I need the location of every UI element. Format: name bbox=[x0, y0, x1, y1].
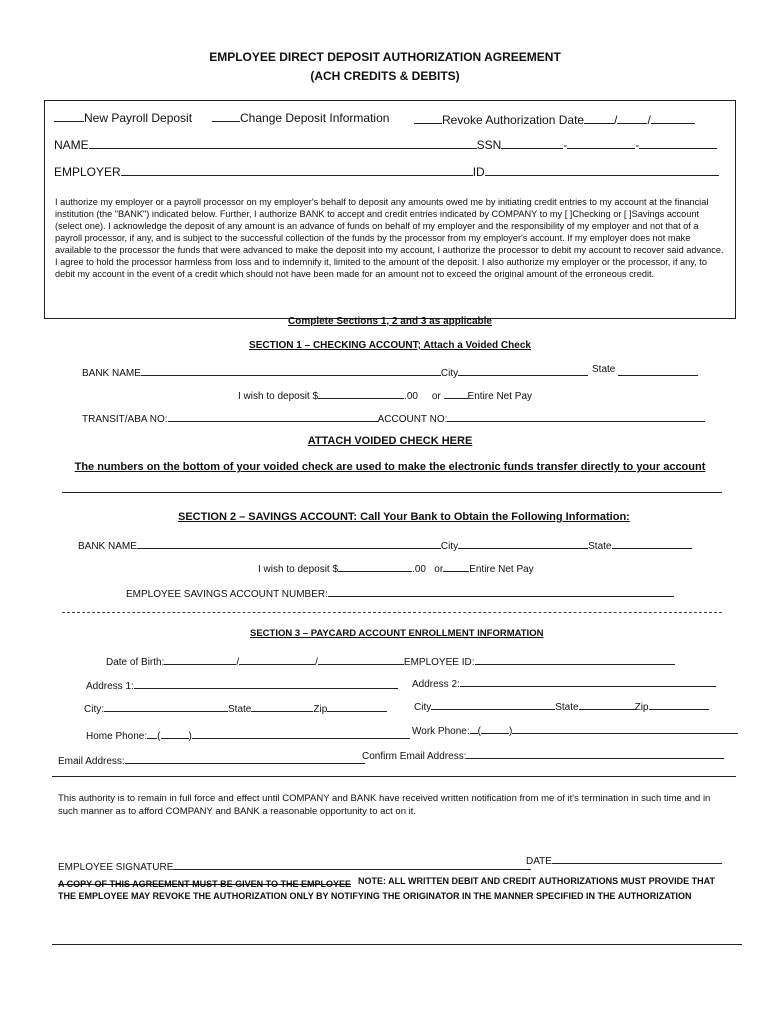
ssn-field-2[interactable] bbox=[567, 137, 635, 149]
section1-city-field[interactable] bbox=[458, 364, 588, 376]
state1-label: State bbox=[228, 704, 252, 715]
section1-divider bbox=[62, 492, 722, 493]
zip2-field[interactable] bbox=[649, 698, 709, 710]
section1-transit-label: TRANSIT/ABA NO: bbox=[82, 414, 168, 425]
revoke-checkbox-line[interactable] bbox=[414, 112, 442, 124]
section3-heading: SECTION 3 – PAYCARD ACCOUNT ENROLLMENT INFORMATION bbox=[250, 628, 544, 639]
note-line-1: NOTE: ALL WRITTEN DEBIT AND CREDIT AUTHORIZATIONS MUST PROVIDE THAT bbox=[358, 876, 715, 886]
form-subtitle: (ACH CREDITS & DEBITS) bbox=[310, 69, 460, 83]
date-field[interactable] bbox=[552, 852, 722, 864]
note-line-2: THE EMPLOYEE MAY REVOKE THE AUTHORIZATION ONLY BY NOTIFYING THE ORIGINATOR IN THE MANNER SPECIFIED IN THE AUTHORIZATION bbox=[58, 891, 692, 901]
section2-account-number-field[interactable] bbox=[328, 585, 674, 597]
revoke-label: Revoke Authorization Date bbox=[442, 113, 585, 127]
ssn-field-3[interactable] bbox=[639, 137, 717, 149]
change-deposit-label: Change Deposit Information bbox=[240, 111, 390, 125]
section1-bank-name-label: BANK NAME bbox=[82, 368, 141, 379]
section1-cents: .00 bbox=[404, 391, 418, 402]
section1-city-label: City bbox=[440, 368, 459, 379]
address2-field[interactable] bbox=[460, 675, 716, 687]
work-phone-area-field[interactable] bbox=[481, 722, 509, 734]
section2-deposit-label: I wish to deposit $ bbox=[258, 564, 339, 575]
id-label: ID bbox=[472, 165, 485, 179]
section2-cents: .00 bbox=[412, 564, 426, 575]
section2-or: or bbox=[434, 564, 444, 575]
city1-label: City: bbox=[84, 704, 104, 715]
dob-year-field[interactable] bbox=[318, 653, 404, 665]
signature-label: EMPLOYEE SIGNATURE bbox=[58, 862, 174, 873]
work-phone-label: Work Phone: bbox=[412, 726, 470, 737]
section2-net-pay-label: Entire Net Pay bbox=[469, 564, 534, 575]
employee-id-label: EMPLOYEE ID: bbox=[403, 657, 475, 668]
state2-field[interactable] bbox=[579, 698, 635, 710]
section2-city-field[interactable] bbox=[458, 537, 588, 549]
home-phone-field[interactable] bbox=[192, 727, 410, 739]
voided-check-note: The numbers on the bottom of your voided check are used to make the electronic funds transfer directly to your account bbox=[74, 461, 706, 473]
section1-account-field[interactable] bbox=[447, 410, 705, 422]
section2-deposit-amount-field[interactable] bbox=[338, 560, 412, 572]
employer-field[interactable] bbox=[121, 164, 473, 176]
section1-transit-field[interactable] bbox=[168, 410, 378, 422]
employee-id-field[interactable] bbox=[475, 653, 675, 665]
zip1-field[interactable] bbox=[327, 700, 387, 712]
change-deposit-checkbox-line[interactable] bbox=[212, 110, 240, 122]
employer-label: EMPLOYER bbox=[54, 165, 121, 179]
section2-city-label: City bbox=[440, 541, 459, 552]
section3-divider bbox=[52, 776, 736, 777]
section2-state-label: State bbox=[588, 541, 612, 552]
home-phone-label: Home Phone: bbox=[86, 731, 148, 742]
work-phone-field[interactable] bbox=[512, 722, 738, 734]
ssn-label: SSN bbox=[476, 138, 502, 152]
new-payroll-label: New Payroll Deposit bbox=[84, 111, 193, 125]
state2-label: State bbox=[555, 702, 579, 713]
instructions: Complete Sections 1, 2 and 3 as applicable bbox=[288, 316, 492, 327]
section2-state-field[interactable] bbox=[612, 537, 692, 549]
revoke-day-field[interactable] bbox=[617, 112, 647, 124]
ssn-field-1[interactable] bbox=[501, 137, 563, 149]
form-title: EMPLOYEE DIRECT DEPOSIT AUTHORIZATION AGREEMENT bbox=[209, 50, 561, 64]
section1-or: or bbox=[431, 391, 441, 402]
attach-check-label: ATTACH VOIDED CHECK HERE bbox=[307, 435, 473, 447]
confirm-email-field[interactable] bbox=[466, 747, 724, 759]
section1-bank-name-field[interactable] bbox=[141, 364, 441, 376]
zip2-label: Zip bbox=[634, 702, 649, 713]
section2-net-pay-checkbox[interactable] bbox=[443, 560, 469, 572]
dob-month-field[interactable] bbox=[164, 653, 236, 665]
section1-heading: SECTION 1 – CHECKING ACCOUNT; Attach a Voided Check bbox=[249, 340, 531, 351]
box-right-border bbox=[735, 100, 736, 318]
city1-field[interactable] bbox=[104, 700, 228, 712]
state1-field[interactable] bbox=[251, 700, 313, 712]
section1-account-label: ACCOUNT NO: bbox=[377, 414, 448, 425]
city2-label: City bbox=[414, 702, 432, 713]
section2-heading: SECTION 2 – SAVINGS ACCOUNT: Call Your Bank to Obtain the Following Information: bbox=[178, 511, 630, 523]
name-label: NAME bbox=[54, 138, 89, 152]
authority-paragraph: This authority is to remain in full force and effect until COMPANY and BANK have received written notification from me of it's termination in such time and in such manner as to afford COMPANY and BANK a reasonable opportunity to act on it. bbox=[58, 793, 711, 817]
dob-day-field[interactable] bbox=[239, 653, 315, 665]
section2-account-number-label: EMPLOYEE SAVINGS ACCOUNT NUMBER: bbox=[126, 589, 328, 600]
authorization-paragraph: I authorize my employer or a payroll processor on my employer's behalf to deposit any amounts owed me by initiating credit entries to my account at the financial institution (the "BANK") indicated below. Further, I authorize BANK to accept and credit entries indicated by COMPANY to my [ ]Checking or [ ]Savings account (select one). I acknowledge the deposit of any amount is an advance of funds on behalf of my employer and the responsibility of my employer and not that of a payroll processor, if any, and is subject to the successful collection of the funds by the processor from my employer's account. If my employer does not make available to the processor the funds that were advanced to make the deposit into my account, I authorize the processor to debit my account to recover said advance. I agree to hold the processor harmless from loss and to indemnify it, limited to the amount of the deposit. I also authorize my employer or the processor, if any, to debit my account in the event of a credit which should not have been made for an amount not to exceed the original amount of the erroneous credit. bbox=[55, 197, 724, 279]
confirm-email-label: Confirm Email Address: bbox=[362, 751, 467, 762]
section1-net-pay-label: Entire Net Pay bbox=[467, 391, 533, 402]
email-field[interactable] bbox=[125, 752, 365, 764]
section1-state-label: State bbox=[592, 364, 616, 375]
address1-field[interactable] bbox=[134, 677, 398, 689]
home-phone-area-field[interactable] bbox=[161, 727, 189, 739]
address1-label: Address 1: bbox=[86, 681, 134, 692]
box-left-border bbox=[44, 100, 45, 318]
revoke-month-field[interactable] bbox=[584, 112, 614, 124]
date-label: DATE bbox=[526, 856, 552, 867]
name-field[interactable] bbox=[89, 137, 477, 149]
id-field[interactable] bbox=[485, 164, 719, 176]
city2-field[interactable] bbox=[431, 698, 555, 710]
bottom-divider bbox=[52, 944, 742, 945]
section1-state-field[interactable] bbox=[618, 375, 698, 376]
email-label: Email Address: bbox=[58, 756, 125, 767]
section1-deposit-label: I wish to deposit $ bbox=[238, 391, 319, 402]
signature-field[interactable] bbox=[173, 858, 531, 870]
section1-deposit-amount-field[interactable] bbox=[318, 387, 404, 399]
zip1-label: Zip bbox=[313, 704, 328, 715]
section2-bank-name-label: BANK NAME bbox=[78, 541, 137, 552]
box-top-border bbox=[44, 100, 736, 101]
copy-notice: A COPY OF THIS AGREEMENT MUST BE GIVEN TO THE EMPLOYEE bbox=[58, 879, 352, 889]
section2-divider bbox=[62, 612, 722, 613]
new-payroll-checkbox-line[interactable] bbox=[54, 110, 84, 122]
dob-label: Date of Birth: bbox=[106, 657, 165, 668]
revoke-year-field[interactable] bbox=[651, 112, 695, 124]
section1-net-pay-checkbox[interactable] bbox=[444, 387, 468, 399]
section2-bank-name-field[interactable] bbox=[137, 537, 441, 549]
address2-label: Address 2: bbox=[412, 679, 460, 690]
